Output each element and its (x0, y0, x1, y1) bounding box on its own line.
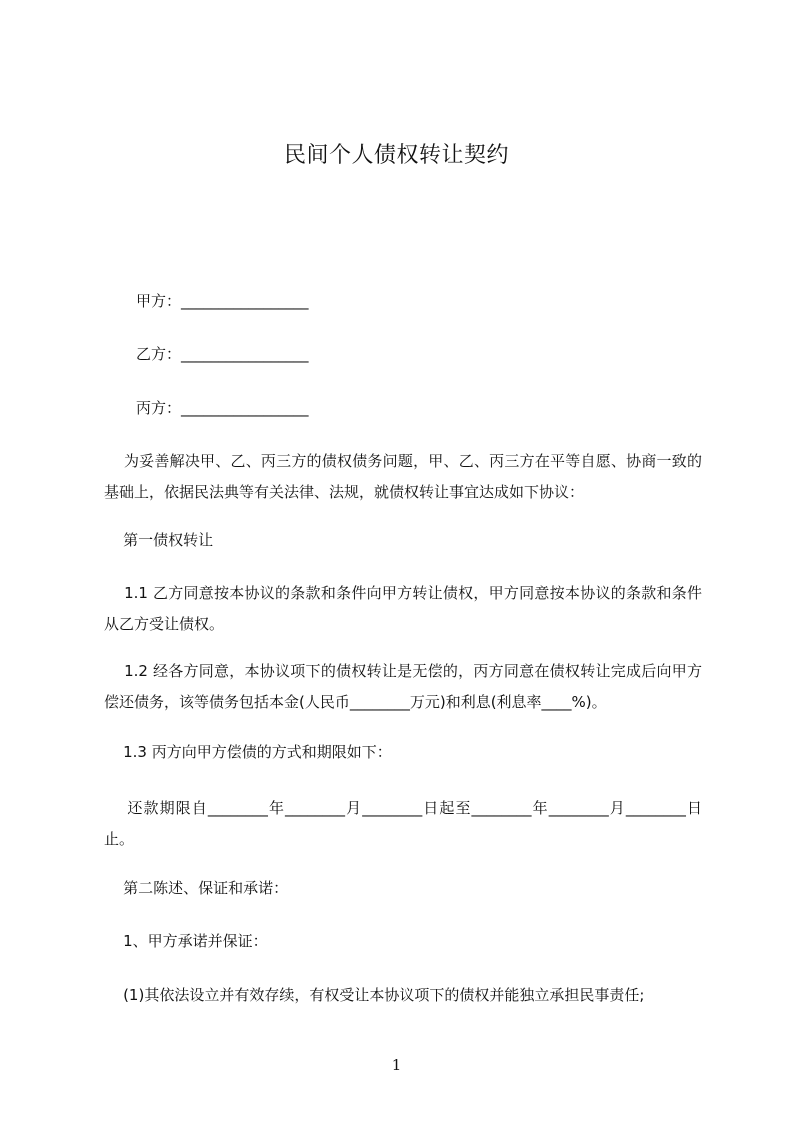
document-title: 民间个人债权转让契约 (283, 143, 509, 168)
preamble-paragraph: 为妥善解决甲、乙、丙三方的债权债务问题，甲、乙、丙三方在平等自愿、协商一致的基础上，依据民法典等有关法律、法规，就债权转让事宜达成如下协议： (104, 452, 702, 501)
party-a-line: 甲方：_________________ (136, 292, 309, 310)
party-b-line: 乙方：_________________ (136, 345, 309, 363)
clause-1-3: 1.3 丙方向甲方偿债的方式和期限如下： (104, 743, 392, 761)
clause-1-1: 1.1 乙方同意按本协议的条款和条件向甲方转让债权，甲方同意按本协议的条款和条件从乙方受让债权。 (104, 584, 702, 633)
repayment-term: 还款期限自________年________月________日起至________年________月________日止。 (104, 799, 702, 848)
page-number: 1 (391, 1056, 402, 1074)
undertaking-item-1: (1)其依法设立并有效存续，有权受让本协议项下的债权并能独立承担民事责任; (104, 986, 645, 1004)
clause-1-2: 1.2 经各方同意，本协议项下的债权转让是无偿的，丙方同意在债权转让完成后向甲方偿还债务，该等债务包括本金(人民币________万元)和利息(利息率____%)。 (104, 662, 702, 711)
party-c-line: 丙方：_________________ (136, 399, 309, 417)
section-heading-representations: 第二陈述、保证和承诺： (104, 879, 289, 897)
party-a-undertaking-heading: 1、甲方承诺并保证： (104, 932, 268, 950)
section-heading-transfer: 第一债权转让 (104, 531, 214, 549)
